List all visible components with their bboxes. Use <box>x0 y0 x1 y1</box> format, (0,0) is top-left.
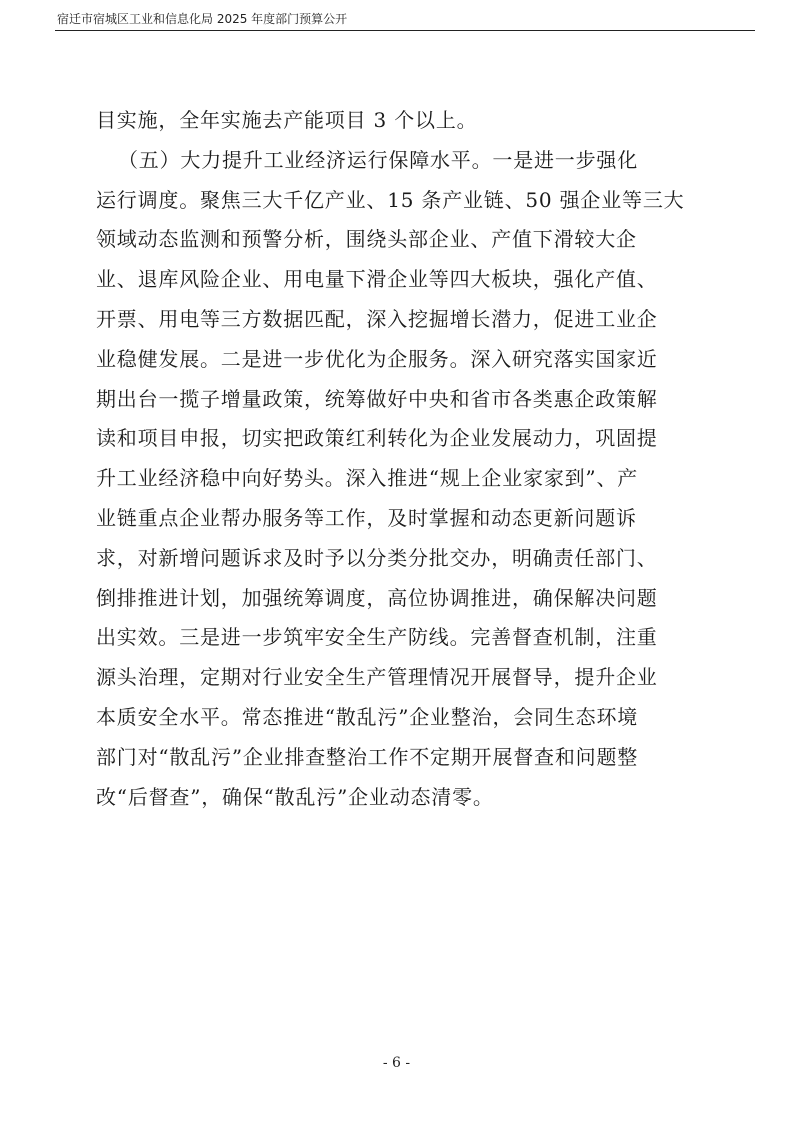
document-body <box>96 101 704 817</box>
text-line: 出实效。三是进一步筑牢安全生产防线。完善督查机制，注重 <box>96 625 658 650</box>
text-line: 本质安全水平。常态推进“散乱污”企业整治，会同生态环境 <box>96 704 639 729</box>
text-line: 求，对新增问题诉求及时予以分类分批交办，明确责任部门、 <box>96 545 658 570</box>
text-line: 升工业经济稳中向好势头。深入推进“规上企业家家到”、产 <box>96 466 639 491</box>
text-line: 业、退库风险企业、用电量下滑企业等四大板块，强化产值、 <box>96 267 658 292</box>
text-line: 业链重点企业帮办服务等工作，及时掌握和动态更新问题诉 <box>96 505 637 530</box>
text-line: 期出台一揽子增量政策，统筹做好中央和省市各类惠企政策解 <box>96 386 658 411</box>
text-line: 业稳健发展。二是进一步优化为企服务。深入研究落实国家近 <box>96 346 658 371</box>
page-number: - 6 - <box>382 1055 411 1071</box>
section-heading-line: （五）大力提升工业经济运行保障水平。一是进一步强化 <box>118 147 638 172</box>
text-line: 目实施，全年实施去产能项目 3 个以上。 <box>96 108 478 132</box>
header-title: 宿迁市宿城区工业和信息化局 2025 年度部门预算公开 <box>57 12 348 26</box>
text-line: 领域动态监测和预警分析，围绕头部企业、产值下滑较大企 <box>96 227 637 252</box>
text-line: 倒排推进计划，加强统筹调度，高位协调推进，确保解决问题 <box>96 585 658 610</box>
text-line: 开票、用电等三方数据匹配，深入挖掘增长潜力，促进工业企 <box>96 306 658 331</box>
page-header <box>55 8 755 31</box>
text-line: 读和项目申报，切实把政策红利转化为企业发展动力，巩固提 <box>96 426 658 451</box>
text-line: 改“后督查”，确保“散乱污”企业动态清零。 <box>96 784 494 809</box>
text-line: 部门对“散乱污”企业排查整治工作不定期开展督查和问题整 <box>96 744 639 769</box>
text-line: 运行调度。聚焦三大千亿产业、15 条产业链、50 强企业等三大 <box>96 187 685 212</box>
text-line: 源头治理，定期对行业安全生产管理情况开展督导，提升企业 <box>96 665 658 690</box>
